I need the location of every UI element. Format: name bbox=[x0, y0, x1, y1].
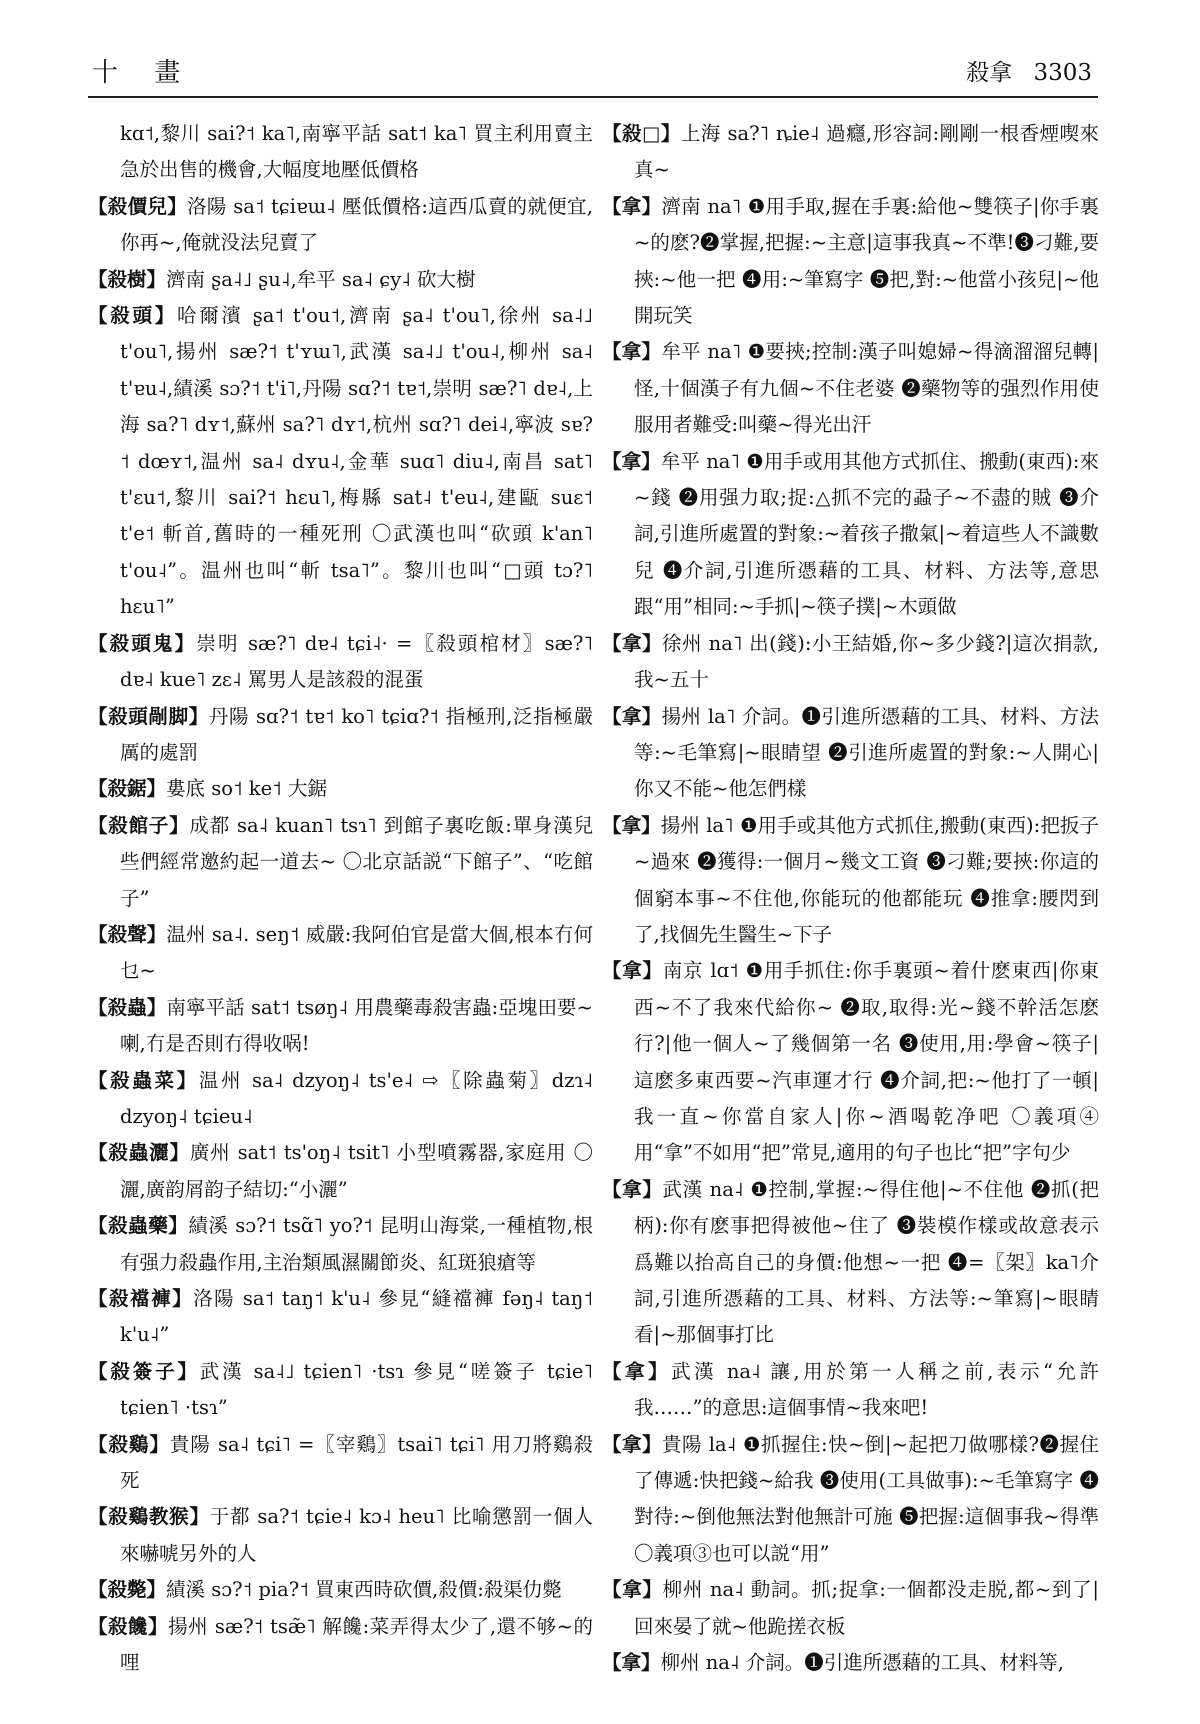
entry-text: 武漢 sa˨˩ tɕien˥ ·tsɿ 參見“嗟簽子 tɕie˥ tɕien˥ ·tsɿ” bbox=[120, 1359, 593, 1420]
entry-text: 温州 sa˨. seŋ˦ 威嚴:我阿伯官是當大個,根本冇何乜~ bbox=[120, 922, 593, 983]
dictionary-entry bbox=[602, 1572, 1099, 1645]
dictionary-entry bbox=[88, 1135, 593, 1208]
entry-text: 崇明 sæ?˥ dɐ˨ tɕi˨· =〖殺頭棺材〗sæ?˥ dɐ˨ kue˥ zɛ˨ 罵男人是該殺的混蛋 bbox=[120, 631, 593, 692]
entry-headword: 【殺鋸】 bbox=[88, 777, 167, 801]
entry-text: 武漢 na˨ ❶控制,掌握:~得住他|~不住他 ❷抓(把柄):你有麽事把得被他~住了 ❸裝模作樣或故意表示爲難以抬高自己的身價:他想~一把 ❹=〖架〗ka˥介詞,引進所憑藉的工具、材料、方法等:~筆寫|~眼睛看|~那個事打比 bbox=[634, 1177, 1099, 1347]
running-head bbox=[966, 54, 1092, 87]
dictionary-entry bbox=[88, 1572, 593, 1608]
entry-headword: 【殺頭鬼】 bbox=[88, 631, 197, 655]
entry-text: 績溪 sɔ?˦ tsɑ̃˥ yo?˦ 昆明山海棠,一種植物,根有强力殺蟲作用,主治類風濕關節炎、紅斑狼瘡等 bbox=[120, 1214, 593, 1274]
entry-headword: 【殺襠褲】 bbox=[88, 1287, 194, 1310]
entry-headword: 【殺價兒】 bbox=[88, 194, 188, 218]
dictionary-entry bbox=[602, 444, 1099, 626]
dictionary-entry bbox=[602, 189, 1099, 335]
dictionary-entry bbox=[88, 1208, 593, 1281]
entry-text: 婁底 so˦ ke˦ 大鋸 bbox=[166, 777, 327, 801]
dictionary-entry bbox=[602, 808, 1099, 954]
entry-text: 貴陽 sa˨ tɕi˥ =〖宰鷄〗tsai˥ tɕi˥ 用刀將鷄殺死 bbox=[120, 1432, 593, 1493]
entry-text: 濟南 na˥ ❶用手取,握在手裏:給他~雙筷子|你手裏~的麽?❷掌握,把握:~主意|這事我真~不準!❸刁難,要挾:~他一把 ❹用:~筆寫字 ❺把,對:~他當小孩兒|~他開玩笑 bbox=[634, 194, 1099, 328]
dictionary-entry bbox=[602, 1354, 1099, 1427]
entry-headword: 【殺蟲藥】 bbox=[88, 1214, 189, 1238]
dictionary-entry bbox=[88, 917, 593, 990]
entry-text: 廣州 sat˦ ts'oŋ˨ tsit˥ 小型噴霧器,家庭用 〇灑,廣韵屑韵子結切:“小灑” bbox=[120, 1141, 593, 1201]
entry-headword: 【拿】 bbox=[602, 340, 662, 364]
dictionary-entry bbox=[88, 298, 593, 626]
left-column bbox=[88, 116, 593, 1681]
entry-text: 于都 sa?˦ tɕie˨ kɔ˨ heu˥ 比喻懲罰一個人來嚇唬另外的人 bbox=[120, 1505, 593, 1565]
entry-headword: 【殺頭】 bbox=[88, 304, 178, 328]
dictionary-entry bbox=[88, 116, 593, 189]
entry-text: 洛陽 sa˦ taŋ˦ k'u˨ 參見“縫襠褲 fəŋ˨ taŋ˦ k'u˨” bbox=[120, 1287, 593, 1347]
dictionary-entry bbox=[88, 1354, 593, 1427]
entry-headword: 【殺館子】 bbox=[88, 813, 190, 837]
dictionary-entry bbox=[602, 699, 1099, 808]
entry-headword: 【殺頭剮脚】 bbox=[88, 704, 209, 728]
dictionary-entry bbox=[602, 1645, 1099, 1681]
dictionary-entry bbox=[88, 1427, 593, 1500]
entry-headword: 【殺樹】 bbox=[88, 267, 167, 291]
dictionary-entry bbox=[88, 1063, 593, 1136]
entry-headword: 【殺蟲灑】 bbox=[88, 1141, 190, 1165]
entry-text: 牟平 na˥ ❶要挾;控制:漢子叫媳婦~得滴溜溜兒轉|怪,十個漢子有九個~不住老婆 ❷藥物等的强烈作用使服用者難受:叫藥~得光出汗 bbox=[634, 340, 1099, 437]
entry-headword: 【殺簽子】 bbox=[88, 1359, 200, 1383]
entry-text: 揚州 la˥ 介詞。❶引進所憑藉的工具、材料、方法等:~毛筆寫|~眼睛望 ❷引進所處置的對象:~人開心|你又不能~他怎們樣 bbox=[634, 704, 1099, 801]
entry-headword: 【拿】 bbox=[602, 813, 661, 837]
entry-text: 柳州 na˨ 動詞。抓;捉拿:一個都没走脱,都~到了|回來晏了就~他跪搓衣板 bbox=[634, 1578, 1099, 1638]
page-header bbox=[0, 0, 1200, 110]
entry-headword: 【拿】 bbox=[602, 449, 661, 473]
entry-headword: 【殺鷄教猴】 bbox=[88, 1505, 210, 1529]
dictionary-entry bbox=[88, 990, 593, 1063]
entry-headword: 【拿】 bbox=[602, 1651, 661, 1675]
entry-headword: 【殺聲】 bbox=[88, 922, 167, 946]
dictionary-entry bbox=[602, 953, 1099, 1171]
entry-text: 南京 lɑ˦ ❶用手抓住:你手裏頭~着什麽東西|你東西~不了我來代給你~ ❷取,取得:光~錢不幹活怎麽行?|他一個人~了幾個第一名 ❸使用,用:學會~筷子|這麽多東西要~汽車運才行 ❹介詞,把:~他打了一頓|我一直~你當自家人|你~酒喝乾净吧 〇義項④用“拿”不如用“把”常見,適用的句子也比“把”字句少 bbox=[634, 959, 1099, 1165]
entry-text: 南寧平話 sat˦ tsøŋ˨ 用農藥毒殺害蟲:亞塊田要~喇,冇是否則冇得收㖞! bbox=[120, 995, 593, 1056]
entry-text: 績溪 sɔ?˦ pia?˦ 買東西時砍價,殺價:殺渠仂斃 bbox=[166, 1578, 562, 1602]
entry-text: 洛陽 sa˦ tɕiɐɯ˨ 壓低價格:這西瓜賣的就便宜,你再~,俺就没法兒賣了 bbox=[120, 194, 593, 255]
headwords: 殺拿 bbox=[966, 60, 1013, 86]
dictionary-entry bbox=[88, 189, 593, 262]
dictionary-entry bbox=[88, 1499, 593, 1572]
dictionary-entry bbox=[88, 262, 593, 298]
entry-text: 揚州 la˥ ❶用手或其他方式抓住,搬動(東西):把扳子~過來 ❷獲得:一個月~幾文工資 ❸刁難;要挾:你這的個窮本事~不住他,你能玩的他都能玩 ❹推拿:腰閃到了,找個先生醫生~下子 bbox=[634, 813, 1099, 946]
entry-headword: 【殺蟲菜】 bbox=[88, 1068, 199, 1092]
entry-text: 濟南 ʂa˨˩ ʂu˨,牟平 sa˨ ɕy˨ 砍大樹 bbox=[166, 267, 476, 291]
dictionary-entry bbox=[88, 771, 593, 807]
section-title: 十 畫 bbox=[92, 58, 195, 88]
entry-headword: 【殺斃】 bbox=[88, 1578, 167, 1602]
entry-text: 成都 sa˨ kuan˥ tsɿ˥ 到館子裏吃飯:單身漢兒些們經常邀約起一道去~ 〇北京話説“下館子”、“吃館子” bbox=[120, 813, 593, 910]
entry-text: 温州 sa˨ dzyoŋ˨ ts'e˨ ⇨〖除蟲菊〗dzɿ˨ dzyoŋ˨ tɕieu˨ bbox=[120, 1068, 593, 1128]
dictionary-entry bbox=[88, 699, 593, 772]
entry-headword: 【拿】 bbox=[602, 1359, 672, 1383]
dictionary-entry bbox=[602, 334, 1099, 443]
entry-text: kɑ˦,黎川 sai?˦ ka˥,南寧平話 sat˦ ka˥ 買主利用賣主急於出售的機會,大幅度地壓低價格 bbox=[120, 122, 593, 182]
entry-headword: 【拿】 bbox=[602, 1177, 663, 1201]
entry-text: 柳州 na˨ 介詞。❶引進所憑藉的工具、材料等, bbox=[660, 1651, 1064, 1675]
header-rule bbox=[88, 96, 1098, 98]
entry-headword: 【拿】 bbox=[602, 704, 662, 728]
entry-headword: 【拿】 bbox=[602, 1578, 663, 1602]
dictionary-entry bbox=[88, 626, 593, 699]
entry-text: 哈爾濱 ʂa˦ t'ou˦,濟南 ʂa˨ t'ou˥,徐州 sa˨˩ t'ou˥,揚州 sæ?˦ t'ʏɯ˥,武漢 sa˨˩ t'ou˨,柳州 sa˨ t'ɐu˨,績溪 sɔ?˦ t'i˥,丹陽 sɑ?˦ tɐ˦,崇明 sæ?˥ dɐ˨,上海 sa?˥ dʏ˦,蘇州 sa?˥ dʏ˦,杭州 sɑ?˥ dei˨,寧波 sɐ?˦ dœʏ˦,温州 sa˨ dʏu˨,金華 suɑ˥ diu˨,南昌 sat˥ t'ɛu˦,黎川 sai?˦ hɛu˥,梅縣 sat˨ t'eu˨,建甌 suɛ˦ t'e˦ 斬首,舊時的一種死刑 〇武漢也叫“砍頭 k'an˥ t'ou˨”。温州也叫“斬 tsa˥”。黎川也叫“□頭 tɔ?˥ hɛu˥” bbox=[120, 304, 593, 619]
entry-headword: 【殺蟲】 bbox=[88, 995, 167, 1019]
entry-text: 丹陽 sɑ?˦ tɐ˦ ko˥ tɕiɑ?˦ 指極刑,泛指極嚴厲的處罰 bbox=[120, 704, 593, 764]
dictionary-entry bbox=[602, 1427, 1099, 1573]
dictionary-entry bbox=[88, 808, 593, 917]
entry-text: 揚州 sæ?˦ tsæ̃˥ 解饞:菜弄得太少了,還不够~的哩 bbox=[120, 1614, 593, 1675]
page-number: 3303 bbox=[1033, 60, 1092, 86]
entry-text: 貴陽 la˨ ❶抓握住:快~倒|~起把刀做哪樣?❷握住了傳遞:快把錢~給我 ❸使用(工具做事):~毛筆寫字 ❹對待:~倒他無法對他無計可施 ❺把握:這個事我~得準 〇義項③也可以説“用” bbox=[634, 1432, 1099, 1565]
dictionary-entry bbox=[602, 116, 1099, 189]
entry-text: 上海 sa?˥ ȵie˨ 過癮,形容詞:剛剛一根香煙喫來真~ bbox=[634, 122, 1099, 182]
dictionary-entry bbox=[602, 626, 1099, 699]
entry-text: 武漢 na˨ 讓,用於第一人稱之前,表示“允許我……”的意思:這個事情~我來吧! bbox=[634, 1359, 1099, 1420]
entry-headword: 【拿】 bbox=[602, 194, 662, 218]
entry-headword: 【殺饞】 bbox=[88, 1614, 169, 1638]
entry-headword: 【拿】 bbox=[602, 1432, 663, 1456]
entry-text: 徐州 na˥ 出(錢):小王結婚,你~多少錢?|這次捐款,我~五十 bbox=[634, 631, 1099, 692]
entry-headword: 【殺□】 bbox=[602, 122, 681, 145]
entry-text: 牟平 na˥ ❶用手或用其他方式抓住、搬動(東西):來~錢 ❷用强力取;捉:△抓不完的蝨子~不盡的賊 ❸介詞,引進所處置的對象:~着孩子撒氣|~着這些人不識數兒 ❹介詞,引進所憑藉的工具、材料、方法等,意思跟“用”相同:~手抓|~筷子撲|~木頭做 bbox=[634, 449, 1099, 619]
entry-headword: 【拿】 bbox=[602, 631, 662, 655]
dictionary-entry bbox=[88, 1609, 593, 1682]
entry-headword: 【殺鷄】 bbox=[88, 1432, 170, 1456]
dictionary-entry bbox=[602, 1172, 1099, 1354]
dictionary-entry bbox=[88, 1281, 593, 1354]
entry-headword: 【拿】 bbox=[602, 959, 663, 983]
right-column bbox=[602, 116, 1099, 1681]
